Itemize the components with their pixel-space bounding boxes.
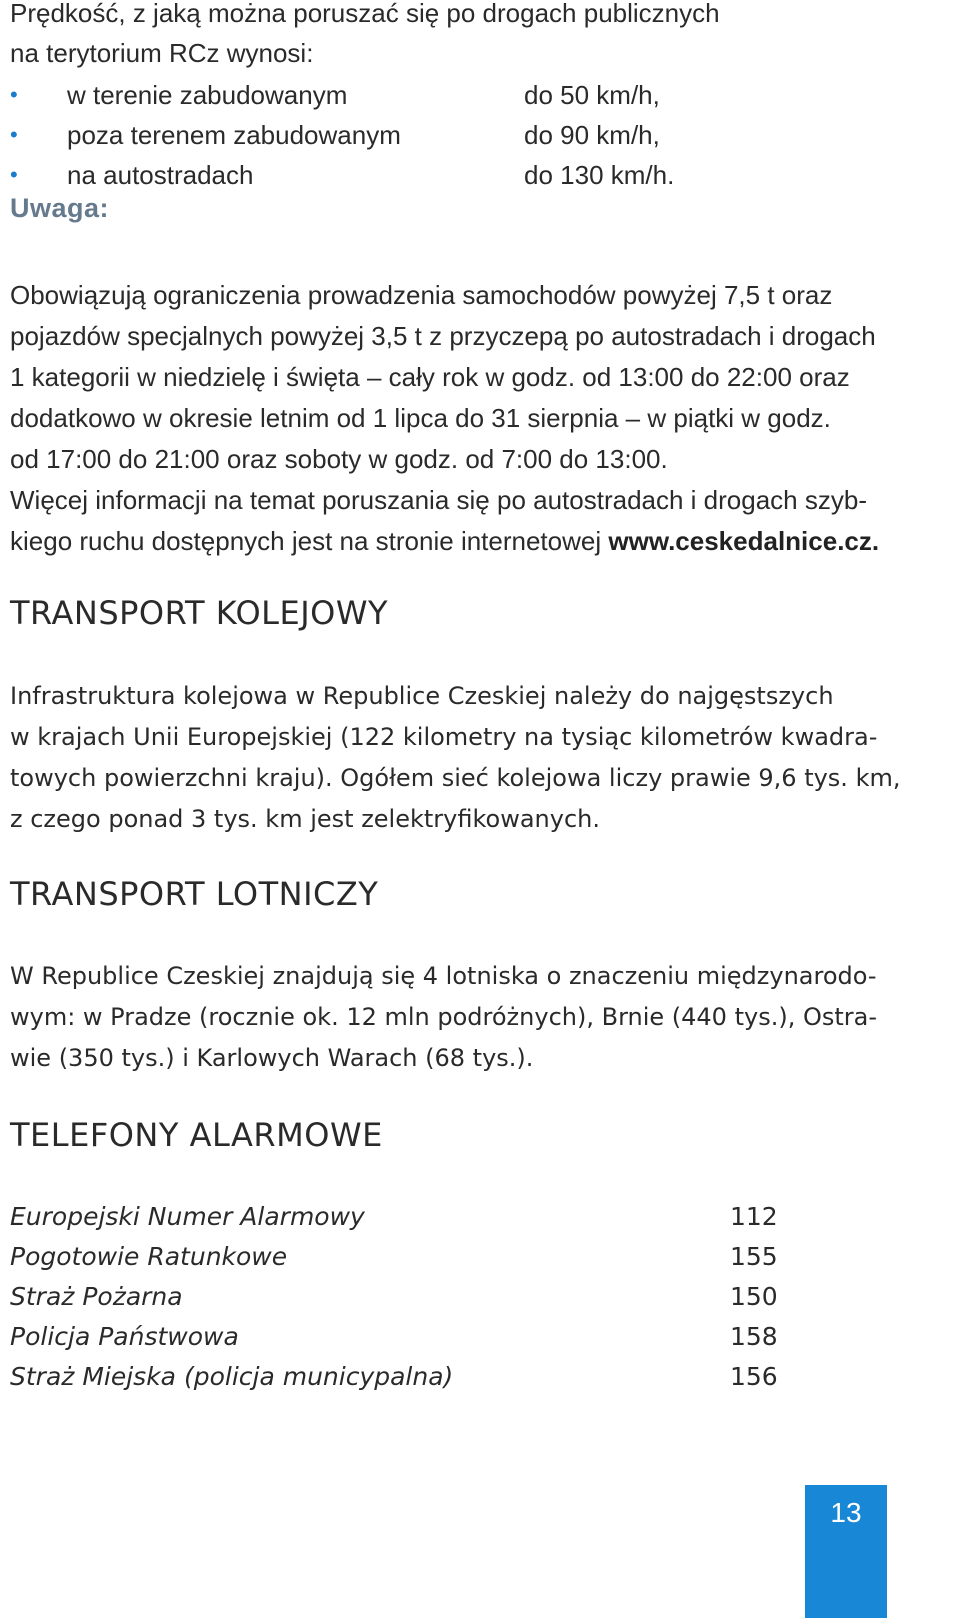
speed-limit-list xyxy=(10,75,824,195)
emergency-service-name: Europejski Numer Alarmowy xyxy=(10,1202,365,1231)
note-line: Obowiązują ograniczenia prowadzenia samochodów powyżej 7,5 t oraz xyxy=(10,280,833,310)
emergency-phone-number: 158 xyxy=(730,1322,778,1351)
rail-line: z czego ponad 3 tys. km jest zelektryfikowanych. xyxy=(10,805,600,833)
emergency-item xyxy=(10,1357,830,1397)
website-link[interactable]: www.ceskedalnice.cz. xyxy=(608,526,880,556)
air-line: W Republice Czeskiej znajdują się 4 lotniska o znaczeniu międzynarodo- xyxy=(10,962,877,990)
note-line: od 17:00 do 21:00 oraz soboty w godz. od 7:00 do 13:00. xyxy=(10,444,668,474)
air-text xyxy=(10,956,950,1079)
speed-zone: poza terenem zabudowanym xyxy=(67,120,401,150)
rail-line: towych powierzchni kraju). Ogółem sieć kolejowa liczy prawie 9,6 tys. km, xyxy=(10,764,901,792)
emergency-service-name: Straż Pożarna xyxy=(10,1282,183,1311)
bullet-icon: • xyxy=(10,82,18,107)
emergency-item xyxy=(10,1197,830,1237)
note-line: dodatkowo w okresie letnim od 1 lipca do 31 sierpnia – w piątki w godz. xyxy=(10,403,831,433)
emergency-service-name: Pogotowie Ratunkowe xyxy=(10,1242,288,1271)
emergency-phone-number: 150 xyxy=(730,1282,778,1311)
rail-line: Infrastruktura kolejowa w Republice Czeskiej należy do najgęstszych xyxy=(10,682,834,710)
rail-heading: TRANSPORT KOLEJOWY xyxy=(10,594,389,632)
bullet-icon: • xyxy=(10,162,18,187)
page-number-badge xyxy=(805,1485,887,1618)
note-last-line: kiego ruchu dostępnych jest na stronie internetowej xyxy=(10,526,602,556)
air-line: wym: w Pradze (rocznie ok. 12 mln podróżnych), Brnie (440 tys.), Ostra- xyxy=(10,1003,877,1031)
speed-limit-value: do 50 km/h, xyxy=(524,80,660,110)
speed-limit-value: do 90 km/h, xyxy=(524,120,660,150)
air-line: wie (350 tys.) i Karlowych Warach (68 tys.). xyxy=(10,1044,534,1072)
rail-line: w krajach Unii Europejskiej (122 kilometry na tysiąc kilometrów kwadra- xyxy=(10,723,878,751)
bullet-icon: • xyxy=(10,122,18,147)
speed-zone: na autostradach xyxy=(67,160,254,190)
emergency-item xyxy=(10,1317,830,1357)
rail-text xyxy=(10,676,950,840)
speed-limit-value: do 130 km/h. xyxy=(524,160,675,190)
note-heading: Uwaga: xyxy=(10,193,110,223)
emergency-heading: TELEFONY ALARMOWE xyxy=(10,1116,383,1154)
emergency-phone-number: 156 xyxy=(730,1362,778,1391)
speed-limit-item xyxy=(10,115,824,155)
speed-intro-line-1: Prędkość, z jaką można poruszać się po drogach publicznych xyxy=(10,0,720,28)
emergency-phone-number: 155 xyxy=(730,1242,778,1271)
air-heading: TRANSPORT LOTNICZY xyxy=(10,875,379,913)
speed-zone: w terenie zabudowanym xyxy=(67,80,348,110)
emergency-service-name: Straż Miejska (policja municypalna) xyxy=(10,1362,454,1391)
note-line: 1 kategorii w niedzielę i święta – cały rok w godz. od 13:00 do 22:00 oraz xyxy=(10,362,850,392)
speed-limit-item xyxy=(10,75,824,115)
note-text xyxy=(10,275,950,562)
speed-intro-line-2: na terytorium RCz wynosi: xyxy=(10,38,314,68)
emergency-service-name: Policja Państwowa xyxy=(10,1322,239,1351)
note-line: pojazdów specjalnych powyżej 3,5 t z przyczepą po autostradach i drogach xyxy=(10,321,876,351)
speed-limit-item xyxy=(10,155,824,195)
page-number: 13 xyxy=(830,1497,862,1528)
note-line xyxy=(10,521,950,562)
note-line: Więcej informacji na temat poruszania się po autostradach i drogach szyb- xyxy=(10,485,867,515)
emergency-list xyxy=(10,1197,830,1397)
emergency-phone-number: 112 xyxy=(730,1202,778,1231)
emergency-item xyxy=(10,1277,830,1317)
emergency-item xyxy=(10,1237,830,1277)
